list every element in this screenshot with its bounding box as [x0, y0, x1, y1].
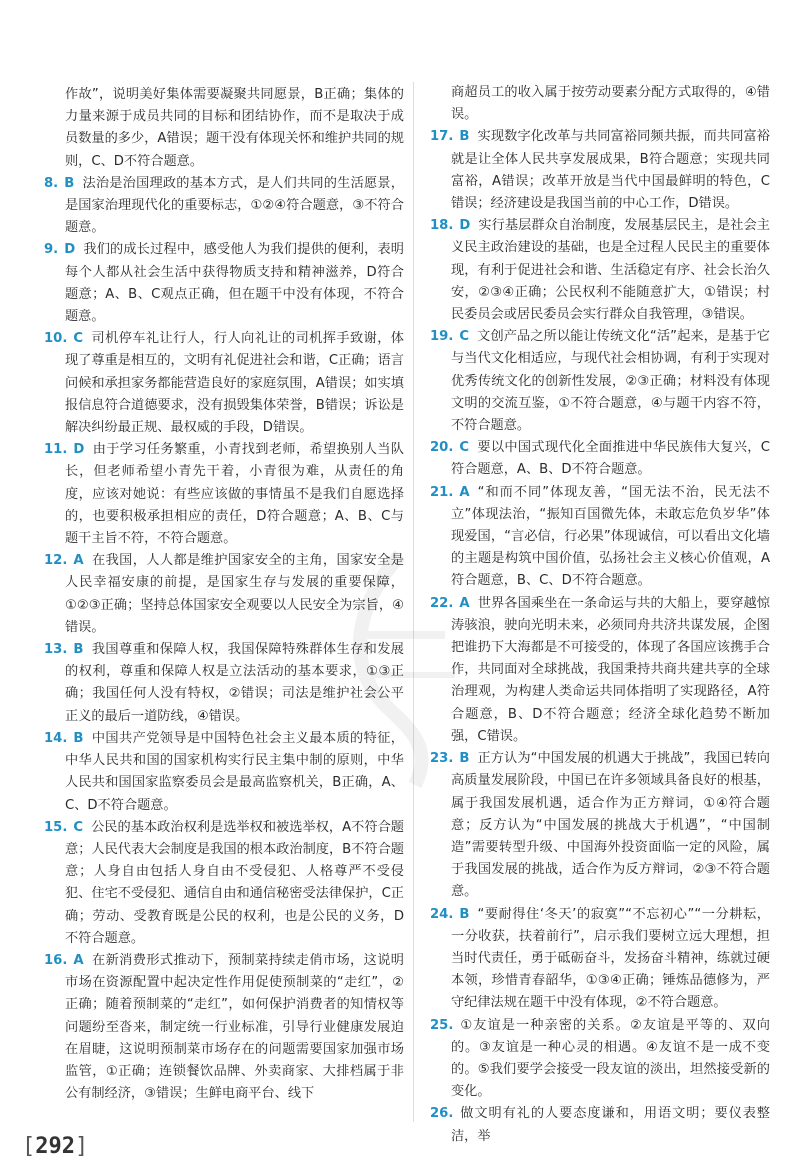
answer-explanation: ①友谊是一种亲密的关系。②友谊是平等的、双向的。③友谊是一种心灵的相遇。④友谊不是一成不变的。⑤我们要学会接受一段友谊的淡出，坦然接受新的变化。	[451, 1017, 770, 1100]
question-number: 17.	[430, 129, 454, 145]
question-number: 18.	[430, 218, 454, 234]
answer-item	[44, 239, 404, 328]
answer-choice: A	[73, 952, 84, 968]
question-number: 11.	[44, 442, 68, 458]
answer-explanation: 中国共产党领导是中国特色社会主义最本质的特征，中华人民共和国的国家机构实行民主集中制的原则，中华人民共和国国家监察委员会是最高监察机关，B正确，A、C、D不符合题意。	[65, 730, 404, 813]
question-number: 26.	[430, 1106, 454, 1122]
answer-explanation: 世界各国乘坐在一条命运与共的大船上，要穿越惊涛骇浪，驶向光明未来，必须同舟共济共谋发展，企图把谁扔下大海都是不可接受的，体现了各国应该携手合作，共同面对全球挑战，我国秉持共商共建共享的全球治理观，为构建人类命运共同体指明了实现路径，A符合题意，B、D不符合题意；经济全球化趋势不断加强，C错误。	[451, 595, 770, 744]
answer-explanation: 实行基层群众自治制度，发展基层民主，是社会主义民主政治建设的基础，也是全过程人民民主的重要体现，有利于促进社会和谐、生活稳定有序、社会长治久安，②③④正确；公民权利不能随意扩大，①错误；村民委员会或居民委员会实行群众自我管理，③错误。	[451, 218, 770, 323]
answer-choice: D	[64, 242, 76, 258]
page-number	[22, 1134, 88, 1159]
answer-choice: B	[459, 129, 470, 145]
answer-explanation: 司机停车礼让行人，行人向礼让的司机挥手致谢，体现了尊重是相互的，文明有礼促进社会和谐，C正确；语言问候和承担家务都能营造良好的家庭氛围，A错误；如实填报信息符合道德要求，没有损毁集体荣誉，B错误；诉讼是解决纠纷最正规、最权威的手段，D错误。	[65, 331, 404, 436]
answer-item	[430, 1015, 770, 1104]
answer-choice: A	[73, 553, 84, 569]
question-number: 10.	[44, 331, 68, 347]
question-number: 16.	[44, 952, 68, 968]
answer-explanation: 公民的基本政治权利是选举权和被选举权，A不符合题意；人民代表大会制度是我国的根本政治制度，B不符合题意；人身自由包括人身自由不受侵犯、人格尊严不受侵犯、住宅不受侵犯、通信自由和通信秘密受法律保护，C正确；劳动、受教育既是公民的权利，也是公民的义务，D不符合题意。	[65, 819, 404, 946]
question-number: 23.	[430, 751, 454, 767]
answer-item	[44, 728, 404, 817]
answer-item	[430, 215, 770, 326]
answer-explanation: 在我国，人人都是维护国家安全的主角，国家安全是人民幸福安康的前提，是国家生存与发展的重要保障，①②③正确；坚持总体国家安全观要以人民安全为宗旨，④错误。	[65, 553, 404, 635]
right-column	[430, 82, 770, 1148]
left-continuation-text: 作故”，说明美好集体需要凝聚共同愿景，B正确；集体的力量来源于成员共同的目标和团结协作，而不是取决于成员数量的多少，A错误；题干没有体现关怀和维护共同的规则，C、D不符合题意。	[65, 87, 404, 169]
answer-item	[44, 173, 404, 240]
right-continuation-text: 商超员工的收入属于按劳动要素分配方式取得的，④错误。	[451, 85, 770, 123]
answer-item	[44, 639, 404, 728]
answer-item	[430, 437, 770, 481]
question-number: 24.	[430, 906, 454, 922]
question-number: 13.	[44, 642, 68, 658]
answer-explanation: 在新消费形式推动下，预制菜持续走俏市场，这说明市场在资源配置中起决定性作用促使预制菜的“走红”，②正确；随着预制菜的“走红”，如何保护消费者的知情权等问题纷至沓来，制定统一行业标准，引导行业健康发展迫在眉睫，这说明预制菜市场存在的问题需要国家加强市场监管，①正确；连锁餐饮品牌、外卖商家、大排档属于非公有制经济，③错误；生鲜电商平台、线下	[65, 952, 404, 1102]
answer-choice: C	[459, 440, 470, 456]
answer-item	[44, 950, 404, 1105]
answer-explanation: 文创产品之所以能让传统文化“活”起来，是基于它与当代文化相适应，与现代社会相协调，有利于实现对优秀传统文化的创新性发展，②③正确；材料没有体现文明的交流互鉴，①不符合题意，④与题干内容不符，不符合题意。	[451, 329, 770, 434]
question-number: 19.	[430, 329, 454, 345]
question-number: 8.	[44, 175, 59, 191]
answer-explanation: 我国尊重和保障人权，我国保障特殊群体生存和发展的权利，尊重和保障人权是立法活动的基本要求，①③正确；我国任何人没有特权，②错误；司法是维护社会公平正义的最后一道防线，④错误。	[65, 642, 404, 724]
answer-choice: D	[459, 218, 471, 234]
right-answer-list	[430, 126, 770, 1147]
answer-explanation: 法治是治国理政的基本方式，是人们共同的生活愿景，是国家治理现代化的重要标志，①②④符合题意，③不符合题意。	[65, 175, 404, 236]
answer-item	[430, 126, 770, 215]
answer-item	[430, 326, 770, 437]
answer-choice: C	[73, 331, 84, 347]
answer-explanation: “要耐得住‘冬天’的寂寞”“不忘初心”“一分耕耘，一分收获，扶着前行”，启示我们要树立远大理想，担当时代责任，勇于砥砺奋斗，发扬奋斗精神，练就过硬本领，珍惜青春韶华，①③④正确；锤炼品德修为，严守纪律法规在题干中没有体现，②不符合题意。	[451, 906, 770, 1011]
answer-explanation: 做文明有礼的人要态度谦和，用语文明；要仪表整洁，举	[451, 1106, 770, 1144]
answer-explanation: 由于学习任务繁重，小青找到老师，希望换别人当队长，但老师希望小青先干着，小青很为难，从责任的角度，应该对她说：有些应该做的事情虽不是我们自愿选择的，也要积极承担相应的责任，D符合题意；A、B、C与题干主旨不符，不符合题意。	[65, 442, 404, 547]
answer-item	[430, 593, 770, 748]
answer-choice: B	[459, 906, 470, 922]
answer-item	[44, 439, 404, 550]
question-number: 22.	[430, 595, 454, 611]
answer-choice: B	[64, 175, 75, 191]
answer-explanation: 实现数字化改革与共同富裕同频共振，而共同富裕就是让全体人民共享发展成果，B符合题意；实现共同富裕，A错误；改革开放是当代中国最鲜明的特色，C错误；经济建设是我国当前的中心工作，D错误。	[451, 129, 770, 212]
answer-item	[430, 482, 770, 593]
answer-item	[430, 748, 770, 903]
answer-explanation: 要以中国式现代化全面推进中华民族伟大复兴，C符合题意，A、B、D不符合题意。	[451, 440, 770, 478]
answer-item	[430, 904, 770, 1015]
answer-explanation: 我们的成长过程中，感受他人为我们提供的便利，表明每个人都从社会生活中获得物质支持和精神滋养，D符合题意；A、B、C观点正确，但在题干中没有体现，不符合题意。	[65, 242, 404, 325]
answer-choice: C	[459, 329, 470, 345]
answer-explanation: “和而不同”体现友善，“国无法不治，民无法不立”体现法治，“振知百国微先体，未敢忘危负岁华”体现爱国，“言必信，行必果”体现诚信，可以看出文化墙的主题是构筑中国价值，弘扬社会主义核心价值观，A符合题意，B、C、D不符合题意。	[451, 484, 770, 589]
page-number-open-bracket: [	[22, 1134, 36, 1159]
left-answer-list	[44, 173, 404, 1106]
question-number: 21.	[430, 484, 454, 500]
page-number-value: 292	[35, 1134, 75, 1159]
question-number: 20.	[430, 440, 454, 456]
question-number: 14.	[44, 730, 68, 746]
answer-choice: A	[459, 595, 470, 611]
answer-choice: C	[73, 819, 84, 835]
answer-choice: A	[459, 484, 470, 500]
answer-item	[44, 328, 404, 439]
question-number: 15.	[44, 819, 68, 835]
left-column	[44, 84, 404, 1105]
question-number: 9.	[44, 242, 59, 258]
page-number-close-bracket: ]	[75, 1134, 89, 1159]
question-number: 12.	[44, 553, 68, 569]
answer-item	[44, 550, 404, 639]
answer-item	[430, 1103, 770, 1147]
answer-choice: B	[73, 642, 84, 658]
answer-choice: B	[73, 730, 84, 746]
answer-choice: D	[73, 442, 85, 458]
answer-item	[44, 817, 404, 950]
answer-explanation: 正方认为“中国发展的机遇大于挑战”，我国已转向高质量发展阶段，中国已在许多领域具备良好的根基，属于我国发展机遇，适合作为正方辩词，①④符合题意；反方认为“中国发展的挑战大于机遇”，“中国制造”需要转型升级、中国海外投资面临一定的风险，属于我国发展的挑战，适合作为反方辩词，②③不符合题意。	[451, 751, 770, 900]
question-number: 25.	[430, 1017, 454, 1033]
answer-choice: B	[459, 751, 470, 767]
